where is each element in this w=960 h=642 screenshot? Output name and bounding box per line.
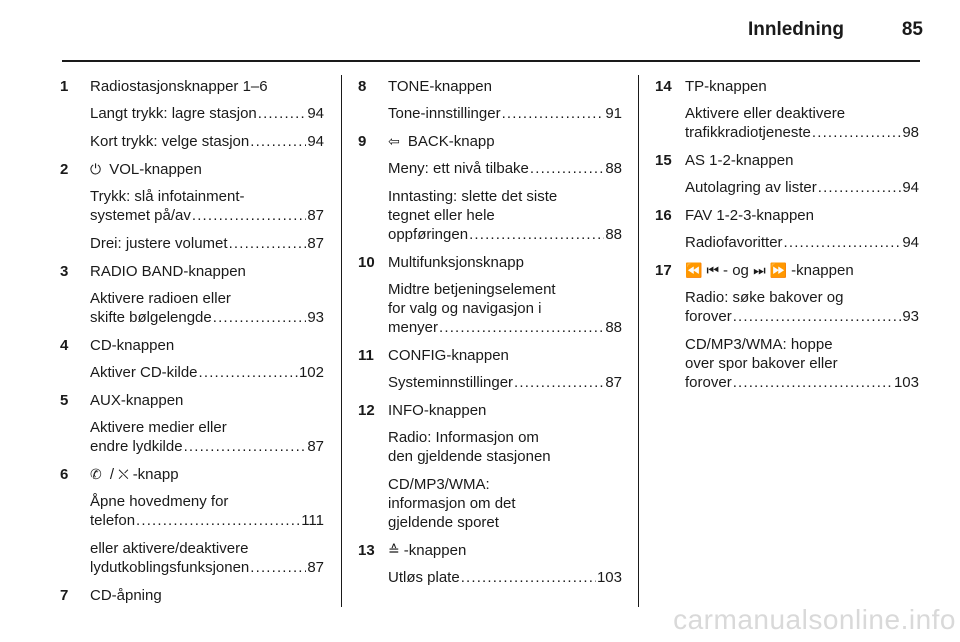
item-text: Systeminnstillinger	[388, 374, 514, 391]
page-ref[interactable]: 88	[605, 226, 622, 243]
page-ref[interactable]: 91	[605, 105, 622, 122]
column-divider-2	[638, 75, 639, 607]
entry-title: ⇦ BACK-knapp	[388, 133, 495, 150]
item-text: oppføringen	[388, 226, 469, 243]
entry-item	[388, 568, 622, 587]
phone-off-icon: ⛌	[118, 466, 129, 482]
entry-number: 16	[655, 207, 672, 224]
entry-title: CD-knappen	[90, 337, 175, 354]
item-text: CD/MP3/WMA: hoppe	[685, 336, 833, 353]
entry-7	[60, 586, 324, 605]
item-text: Radiofavoritter	[685, 234, 783, 251]
entry-number: 14	[655, 78, 672, 95]
seek-forward-icon: ⏩	[769, 262, 788, 278]
item-text: Langt trykk: lagre stasjon	[90, 105, 257, 122]
page-header-title: Innledning	[747, 19, 844, 40]
entry-title: ⏪ ⏮ - og ⏭ ⏩ -knappen	[685, 262, 854, 279]
item-text: trafikkradiotjeneste	[685, 124, 811, 141]
entry-title: ≙ -knappen	[388, 542, 467, 559]
entry-title: TP-knappen	[685, 78, 767, 95]
entry-item	[90, 104, 324, 123]
item-text: Tone-innstillinger	[388, 105, 501, 122]
entry-title: AS 1-2-knappen	[685, 152, 794, 169]
column-2	[358, 77, 622, 596]
entry-item	[388, 428, 622, 466]
page-ref[interactable]: 103	[893, 374, 919, 391]
entry-16	[655, 206, 919, 252]
item-text: menyer	[388, 319, 439, 336]
entry-title: Radiostasjonsknapper 1–6	[90, 78, 268, 95]
page-ref[interactable]: 88	[605, 160, 622, 177]
column-3	[655, 77, 919, 401]
item-text: gjeldende sporet	[388, 514, 499, 531]
item-text: tegnet eller hele	[388, 207, 495, 224]
entry-item	[685, 335, 919, 392]
item-text: Radio: Informasjon om	[388, 429, 539, 446]
entry-item	[90, 187, 324, 225]
entry-number: 3	[60, 263, 69, 280]
item-text: over spor bakover eller	[685, 355, 838, 372]
item-text: lydutkoblingsfunksjonen	[90, 559, 250, 576]
entry-number: 13	[358, 542, 375, 559]
entry-item	[388, 280, 622, 337]
entry-12	[358, 401, 622, 532]
entry-item	[90, 234, 324, 253]
entry-item	[388, 104, 622, 123]
item-text: systemet på/av	[90, 207, 191, 224]
entry-13	[358, 541, 622, 587]
entry-item	[685, 104, 919, 142]
entry-title: FAV 1-2-3-knappen	[685, 207, 814, 224]
entry-item	[388, 373, 622, 392]
entry-number: 7	[60, 587, 69, 604]
entry-title: AUX-knappen	[90, 392, 184, 409]
page-ref[interactable]: 102	[298, 364, 324, 381]
page-ref[interactable]: 87	[307, 235, 324, 252]
entry-number: 12	[358, 402, 375, 419]
item-text: informasjon om det	[388, 495, 516, 512]
item-text: Åpne hovedmeny for	[90, 493, 229, 510]
item-text: den gjeldende stasjonen	[388, 448, 551, 465]
entry-item	[90, 363, 324, 382]
page-ref[interactable]: 93	[902, 308, 919, 325]
item-text: Aktivere medier eller	[90, 419, 227, 436]
entry-title: RADIO BAND-knappen	[90, 263, 246, 280]
item-text: Kort trykk: velge stasjon	[90, 133, 250, 150]
entry-number: 11	[358, 347, 374, 364]
entry-item	[90, 492, 324, 530]
item-text: Inntasting: slette det siste	[388, 188, 558, 205]
entry-item	[90, 132, 324, 151]
item-text: Utløs plate	[388, 569, 460, 586]
entry-number: 8	[358, 78, 367, 95]
entry-11	[358, 346, 622, 392]
item-text: eller aktivere/deaktivere	[90, 540, 249, 557]
item-text: skifte bølgelengde	[90, 309, 212, 326]
item-text: Aktivere eller deaktivere	[685, 105, 846, 122]
watermark: carmanualsonline.info	[673, 604, 956, 635]
page-ref[interactable]: 94	[902, 179, 919, 196]
phone-icon: ✆	[90, 466, 102, 482]
entry-8	[358, 77, 622, 123]
entry-number: 5	[60, 392, 69, 409]
eject-icon: ≙	[388, 542, 400, 558]
entry-item	[388, 187, 622, 244]
entry-number: 2	[60, 161, 69, 178]
entry-10	[358, 253, 622, 337]
item-text: for valg og navigasjon i	[388, 300, 542, 317]
entry-number: 10	[358, 254, 375, 271]
entry-1	[60, 77, 324, 151]
item-text: forover	[685, 374, 732, 391]
item-text: CD/MP3/WMA:	[388, 476, 490, 493]
item-text: Aktiver CD-kilde	[90, 364, 198, 381]
item-text: Meny: ett nivå tilbake	[388, 160, 529, 177]
header-rule	[62, 60, 920, 62]
entry-item	[685, 288, 919, 326]
page-ref[interactable]: 94	[902, 234, 919, 251]
entry-14	[655, 77, 919, 142]
page-ref[interactable]: 93	[307, 309, 324, 326]
item-text: Midtre betjeningselement	[388, 281, 556, 298]
entry-item	[90, 289, 324, 327]
entry-9	[358, 132, 622, 244]
page-ref[interactable]: 88	[605, 319, 622, 336]
entry-title: CD-åpning	[90, 587, 162, 604]
entry-6	[60, 465, 324, 577]
entry-title: ✆ / ⛌ -knapp	[90, 466, 179, 483]
item-text: Radio: søke bakover og	[685, 289, 844, 306]
page-ref[interactable]: 87	[307, 438, 324, 455]
item-text: endre lydkilde	[90, 438, 183, 455]
power-icon: ⏻	[90, 161, 102, 177]
entry-number: 6	[60, 466, 69, 483]
entry-3	[60, 262, 324, 327]
item-text: Autolagring av lister	[685, 179, 817, 196]
item-text: Drei: justere volumet	[90, 235, 228, 252]
next-track-icon: ⏭	[753, 262, 766, 278]
entry-title: ⏻ VOL-knappen	[90, 161, 202, 178]
entry-17	[655, 261, 919, 392]
entry-title: CONFIG-knappen	[388, 347, 509, 364]
entry-4	[60, 336, 324, 382]
page-ref[interactable]: 87	[307, 559, 324, 576]
entry-2	[60, 160, 324, 253]
page-number: 85	[901, 19, 923, 40]
item-text: Aktivere radioen eller	[90, 290, 231, 307]
entry-item	[388, 159, 622, 178]
page-ref[interactable]: 94	[307, 105, 324, 122]
column-divider-1	[341, 75, 342, 607]
back-arrow-icon: ⇦	[388, 133, 400, 149]
seek-back-icon: ⏪	[685, 262, 703, 278]
page-ref[interactable]: 98	[902, 124, 919, 141]
entry-title: TONE-knappen	[388, 78, 492, 95]
entry-number: 9	[358, 133, 367, 150]
previous-track-icon: ⏮	[706, 262, 720, 278]
item-text: telefon	[90, 512, 136, 529]
entry-item	[685, 233, 919, 252]
page-ref[interactable]: 87	[307, 207, 324, 224]
page-ref[interactable]: 111	[301, 512, 324, 529]
item-text: forover	[685, 308, 732, 325]
entry-number: 15	[655, 152, 672, 169]
entry-number: 4	[60, 337, 69, 354]
entry-item	[90, 418, 324, 456]
entry-item	[685, 178, 919, 197]
entry-title: Multifunksjonsknapp	[388, 254, 524, 271]
entry-number: 17	[655, 262, 672, 279]
page-ref[interactable]: 94	[307, 133, 324, 150]
entry-number: 1	[60, 78, 69, 95]
page-ref[interactable]: 87	[605, 374, 622, 391]
entry-15	[655, 151, 919, 197]
entry-item	[388, 475, 622, 532]
entry-5	[60, 391, 324, 456]
page-ref[interactable]: 103	[596, 569, 622, 586]
item-text: Trykk: slå infotainment-	[90, 188, 245, 205]
column-1	[60, 77, 324, 613]
entry-title: INFO-knappen	[388, 402, 487, 419]
entry-item	[90, 539, 324, 577]
